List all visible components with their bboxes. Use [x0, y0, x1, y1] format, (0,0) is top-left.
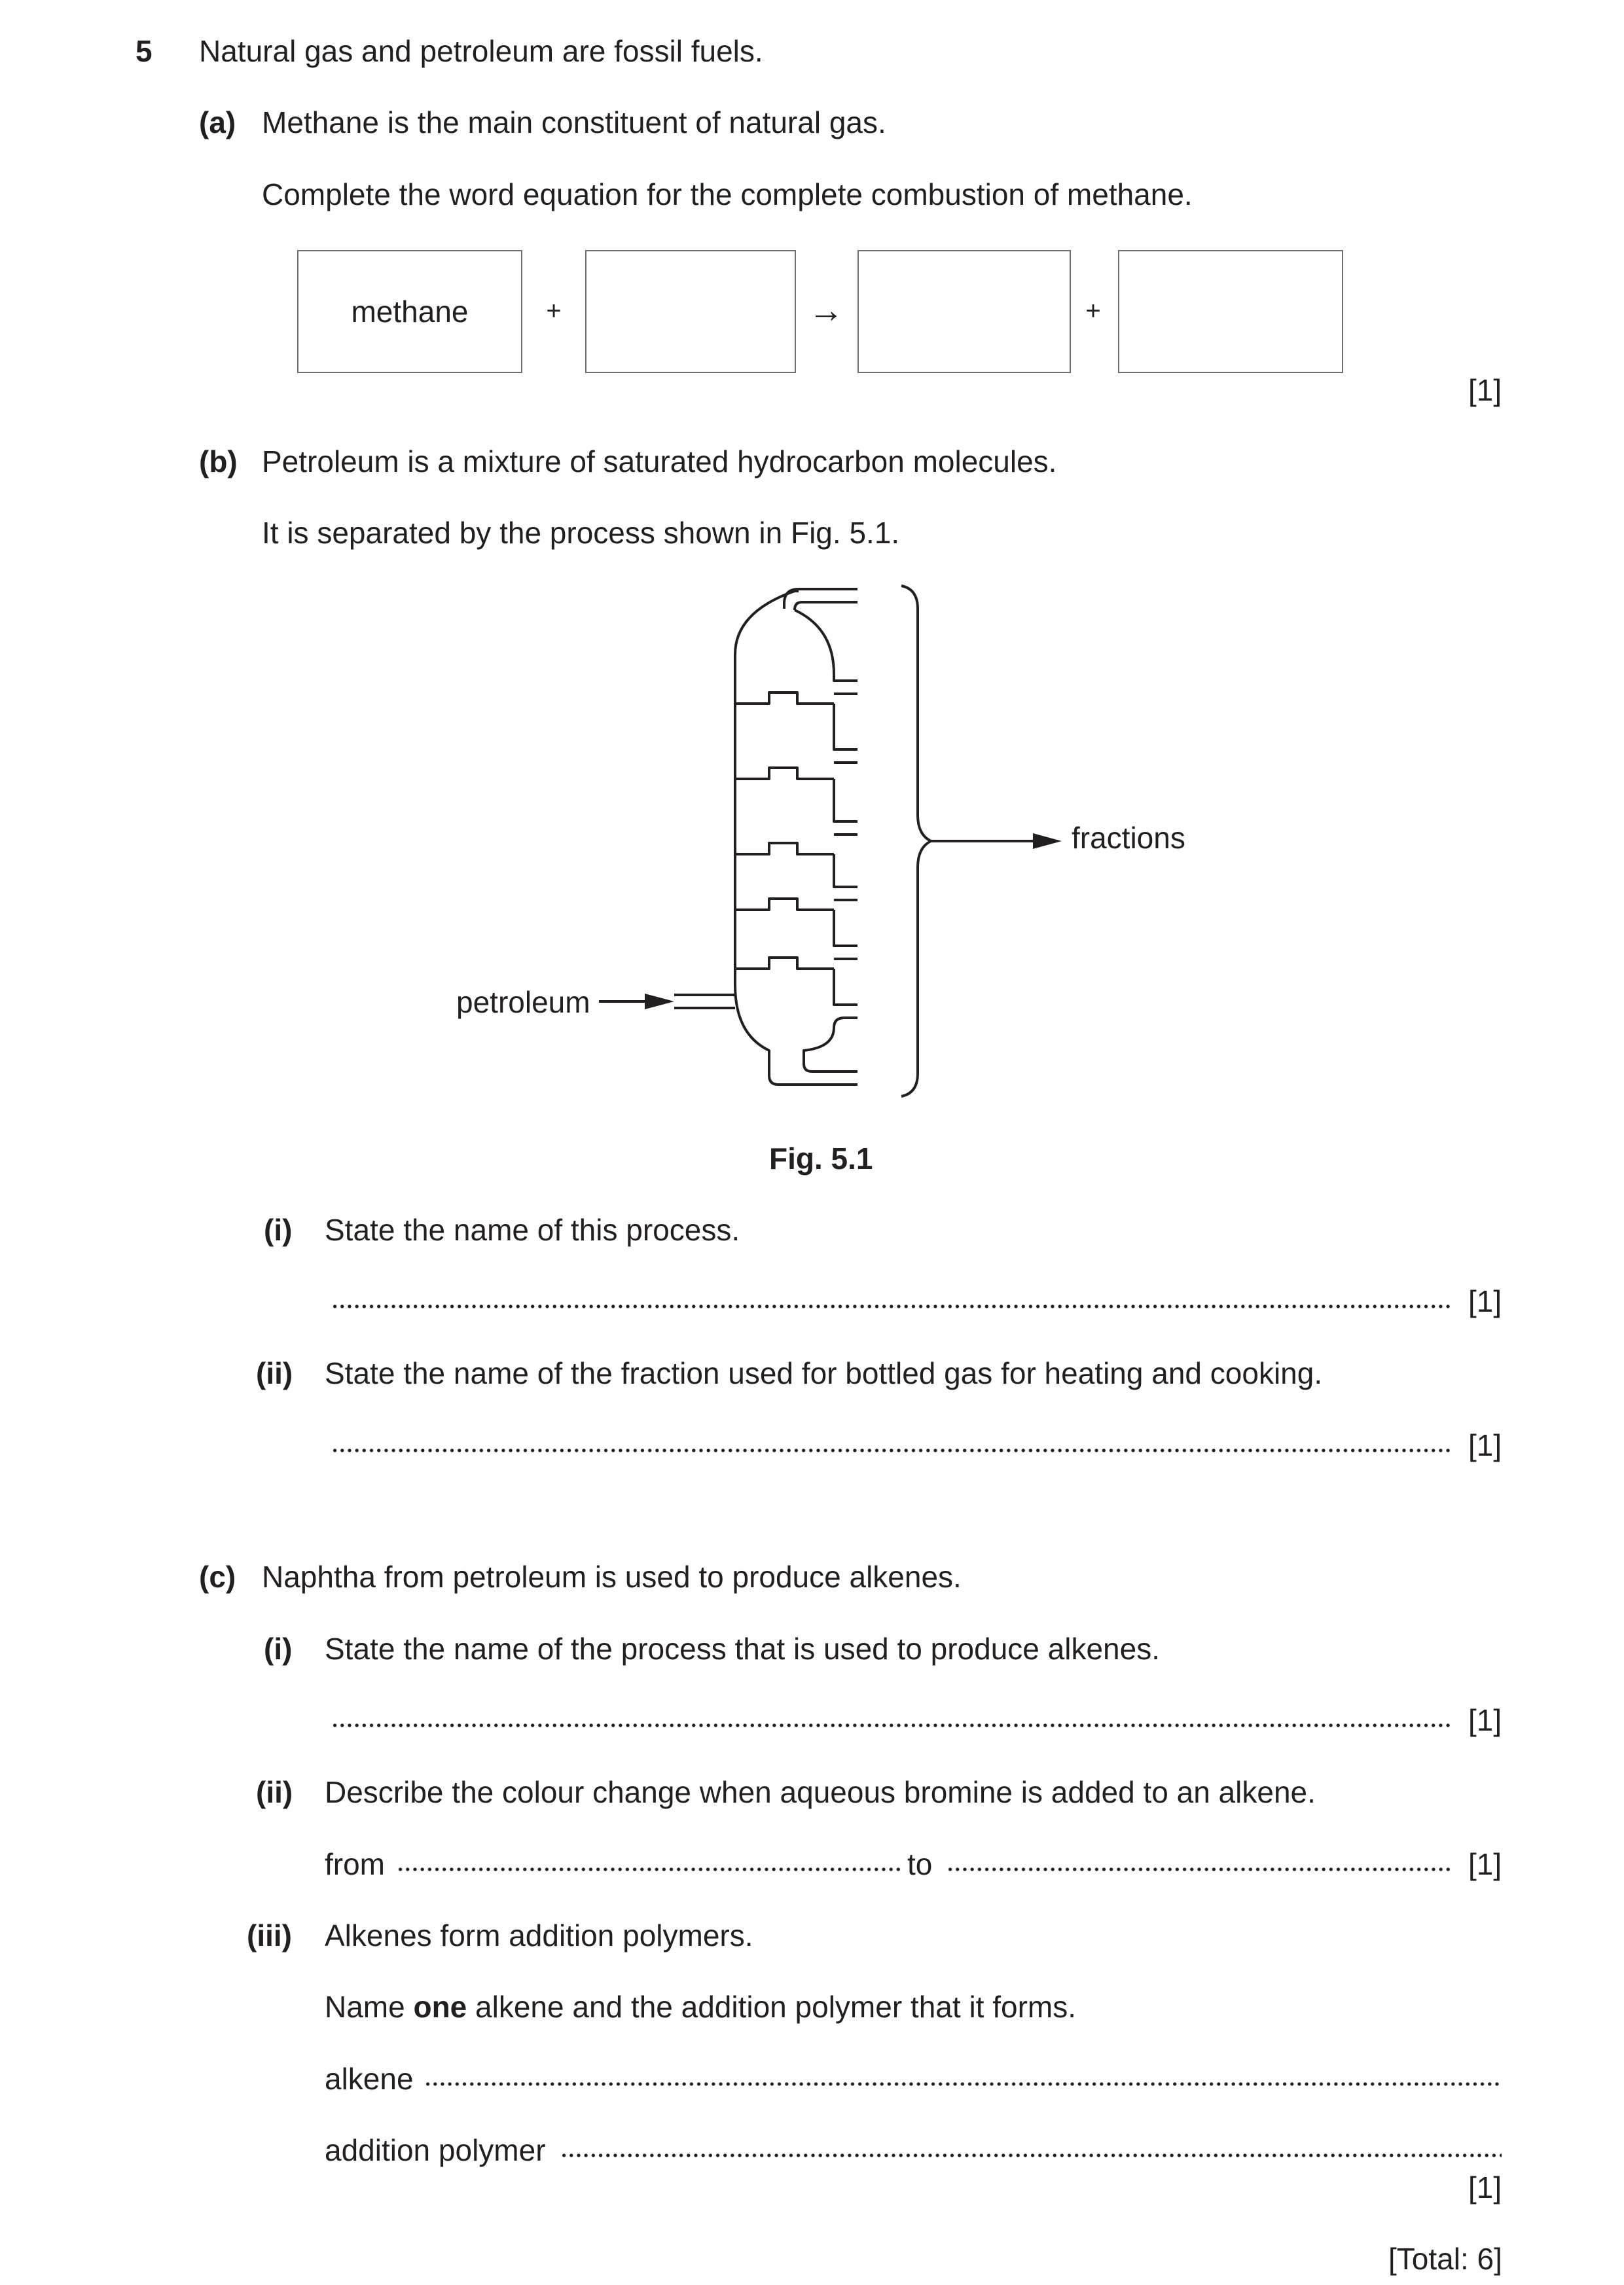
part-b-label: (b)	[199, 444, 238, 478]
part-c-iii-instruction-pre: Name	[325, 1990, 414, 2024]
part-a-instruction: Complete the word equation for the complete combustion of methane.	[262, 177, 1193, 211]
part-c-iii-instruction	[325, 1992, 1076, 2022]
part-c-ii-label: (ii)	[256, 1775, 293, 1809]
part-c-iii-instruction-emphasis: one	[413, 1990, 467, 2024]
part-c-ii-to-label: to	[907, 1847, 933, 1881]
part-c-ii-to-answer-line[interactable]	[947, 1867, 1453, 1871]
addition-polymer-answer-line[interactable]	[560, 2153, 1502, 2157]
part-b-i-answer-line[interactable]	[331, 1304, 1453, 1308]
equation-arrow: →	[808, 291, 844, 330]
part-c-ii-text: Describe the colour change when aqueous bromine is added to an alkene.	[325, 1775, 1316, 1809]
alkene-answer-line[interactable]	[424, 2082, 1502, 2086]
part-c-iii-label: (iii)	[247, 1918, 292, 1952]
part-a-marks: [1]	[1468, 373, 1502, 407]
part-c-i-answer-line[interactable]	[331, 1723, 1453, 1727]
alkene-label: alkene	[325, 2062, 414, 2096]
equation-plus-1: +	[546, 297, 562, 325]
part-c-ii-from-answer-line[interactable]	[397, 1867, 901, 1871]
equation-reactant-methane: methane	[351, 295, 469, 329]
figure-output-label: fractions	[1072, 821, 1185, 855]
part-c-statement: Naphtha from petroleum is used to produce alkenes.	[262, 1560, 962, 1594]
part-c-i-marks: [1]	[1468, 1703, 1502, 1737]
part-b-i-label: (i)	[264, 1213, 293, 1247]
part-b-statement-2: It is separated by the process shown in Fig. 5.1.	[262, 516, 900, 550]
question-total: [Total: 6]	[1388, 2242, 1502, 2276]
part-c-iii-marks: [1]	[1468, 2170, 1502, 2204]
question-intro: Natural gas and petroleum are fossil fuels.	[199, 34, 763, 68]
part-c-label: (c)	[199, 1560, 236, 1594]
part-a-statement: Methane is the main constituent of natural gas.	[262, 105, 886, 139]
part-b-i-marks: [1]	[1468, 1284, 1502, 1318]
part-c-i-label: (i)	[264, 1632, 293, 1666]
equation-plus-2: +	[1085, 297, 1101, 325]
part-c-ii-marks: [1]	[1468, 1847, 1502, 1881]
part-b-ii-marks: [1]	[1468, 1428, 1502, 1462]
part-b-ii-text: State the name of the fraction used for bottled gas for heating and cooking.	[325, 1356, 1323, 1390]
addition-polymer-label: addition polymer	[325, 2133, 546, 2167]
figure-caption: Fig. 5.1	[769, 1142, 873, 1176]
part-c-iii-text: Alkenes form addition polymers.	[325, 1918, 753, 1952]
part-c-iii-instruction-post: alkene and the addition polymer that it forms.	[467, 1990, 1077, 2024]
question-number: 5	[135, 34, 153, 68]
part-a-label: (a)	[199, 105, 236, 139]
figure-input-label: petroleum	[456, 985, 590, 1019]
part-b-i-text: State the name of this process.	[325, 1213, 740, 1247]
part-b-ii-answer-line[interactable]	[331, 1448, 1453, 1452]
part-c-i-text: State the name of the process that is used to produce alkenes.	[325, 1632, 1161, 1666]
part-c-ii-from-label: from	[325, 1847, 385, 1881]
part-b-ii-label: (ii)	[256, 1356, 293, 1390]
part-b-statement: Petroleum is a mixture of saturated hydrocarbon molecules.	[262, 444, 1057, 478]
